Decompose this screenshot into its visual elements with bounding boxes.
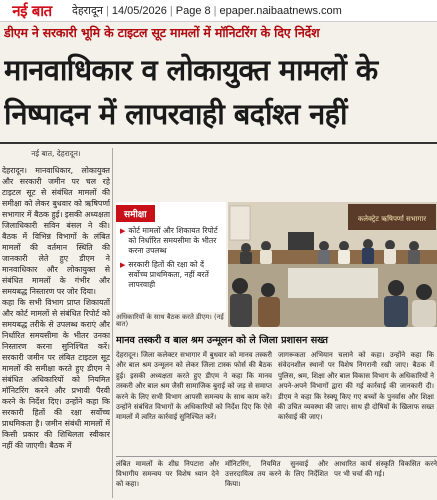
story-paragraph: देहरादून। मानवाधिकार, लोकायुक्त और सरकारी जमीन पर चल रहे टाइटल सूट से संबंधित मामलों की समीक्षा को लेकर बुधवार को ऋषिपर्णा सभागार में बैठक हुई। इसकी अध्यक्षता जिलाधिकारी सविन बंसल ने की। बैठक में विभिन्न विभागों के लंबित मामलों की वर्तमान स्थिति की जानकारी लेते हुए डीएम ने मानवाधिकार और लोकायुक्त से संबंधित मामलों के गंभीर और समयबद्ध निस्तारण पर जोर दिया।: [2, 166, 110, 296]
headline-line-1: मानवाधिकार व लोकायुक्त मामलों के: [4, 53, 378, 87]
review-tag: समीक्षा: [116, 205, 155, 222]
highlight-text: कोर्ट मामलों और शिकायत रिपोर्ट को निर्धारित समयसीमा के भीतर करना उपलब्ध: [128, 226, 218, 255]
story-subheadline: डीएम ने सरकारी भूमि के टाइटल सूट मामलों में मॉनिटरिंग के दिए निर्देश: [4, 25, 320, 40]
continuation-column: आधारित कार्य संस्कृति विकसित करने पर भी चर्चा की गई।: [334, 460, 437, 478]
edition-info: देहरादून | 14/05/2026 | Page 8 | epaper.naibaatnews.com: [72, 5, 342, 17]
meeting-photo-illustration: [228, 202, 437, 327]
continuation-column: लंबित मामलों के शीघ्र निपटारा और विभागीय समन्वय पर विशेष ध्यान देने को कहा।: [116, 460, 219, 488]
story-body-column: [2, 146, 110, 500]
newspaper-logo[interactable]: [0, 0, 64, 22]
masthead: [0, 0, 437, 22]
photo-caption: अधिकारियों के साथ बैठक करते डीएम। (नई बात): [116, 313, 224, 328]
story2-body: [116, 350, 434, 454]
story-headline: [4, 48, 433, 140]
epaper-link[interactable]: epaper.naibaatnews.com: [219, 5, 342, 17]
continuation-strip: [116, 459, 437, 499]
hall-banner-text: कलेक्ट्रेट ऋषिपर्णा सभागार: [357, 215, 427, 223]
logo-text: नई बात: [12, 1, 52, 20]
bullet-arrow-icon: ▶: [120, 261, 126, 269]
story-paragraph: कहा कि सभी विभाग प्राप्त शिकायतों और कोर्ट मामलों से संबंधित रिपोर्ट को समयबद्ध तरीके से उपलब्ध कराएं और निर्धारित समयसीमा के भीतर उनका निस्तारण करना सुनिश्चित करें। सरकारी जमीन पर लंबित टाइटल सूट मामलों की समीक्षा करते हुए डीएम ने संबंधित अधिकारियों को नियमित मॉनिटरिंग करने और प्रभावी पैरवी करने के निर्देश दिए। उन्होंने कहा कि सरकारी हितों की रक्षा सर्वोच्च प्राथमिकता है। जमीन संबंधी मामलों में किसी प्रकार की शिथिलता स्वीकार नहीं की जाएगी। बैठक में: [2, 298, 110, 450]
highlight-list: [116, 222, 226, 290]
bullet-arrow-icon: ▶: [120, 227, 126, 235]
headline-line-2: निष्पादन में लापरवाही बर्दाश्त नहीं: [4, 97, 347, 131]
highlight-item: [120, 260, 223, 290]
story2-column: देहरादून। जिला कलेक्टर सभागार में बुधवार को मानव तस्करी और बाल श्रम उन्मूलन को लेकर जिला टास्क फोर्स की बैठक हुई। इसकी अध्यक्षता करते हुए डीएम ने कहा कि मानव तस्करी और बाल श्रम जैसी सामाजिक बुराई को जड़ से समाप्त करने के लिए सभी विभाग आपसी समन्वय के साथ काम करें। उन्होंने संबंधित विभागों के अधिकारियों को निर्देश दिए कि ऐसे मामलों में त्वरित कार्रवाई सुनिश्चित करें।: [116, 351, 272, 422]
column-divider: [112, 148, 113, 498]
story2-column: जागरूकता अभियान चलाने को कहा। उन्होंने कहा कि संवेदनशील स्थानों पर विशेष निगरानी रखी जाए। बैठक में पुलिस, श्रम, शिक्षा और बाल विकास विभाग के अधिकारियों ने अपने-अपने विभागों द्वारा की गई कार्रवाई की जानकारी दी। डीएम ने कहा कि रेस्क्यू किए गए बच्चों के पुनर्वास और शिक्षा की उचित व्यवस्था की जाए। साथ ही दोषियों के खिलाफ सख्त कार्रवाई की जाए।: [278, 351, 434, 422]
highlight-text: सरकारी हितों की रक्षा को दें सर्वोच्च प्राथमिकता, नहीं बरतें लापरवाही: [128, 260, 209, 289]
bottom-rule: [116, 456, 437, 457]
edition-date: 14/05/2026: [111, 5, 167, 17]
story2-headline: मानव तस्करी व बाल श्रम उन्मूलन को ले जिला प्रशासन सख्त: [116, 335, 329, 346]
review-highlight-box: [116, 202, 226, 312]
highlight-item: [120, 226, 223, 256]
page-number: Page 8: [175, 5, 211, 17]
edition-city: देहरादून: [72, 5, 103, 17]
byline: नई बात, देहरादून।: [31, 149, 81, 158]
meeting-photo[interactable]: [228, 202, 437, 327]
headline-rule: [0, 142, 437, 144]
continuation-column: मॉनिटरिंग, नियमित सुनवाई और उत्तरदायित्व तय करने के लिए निर्देशित किया।: [225, 460, 328, 488]
